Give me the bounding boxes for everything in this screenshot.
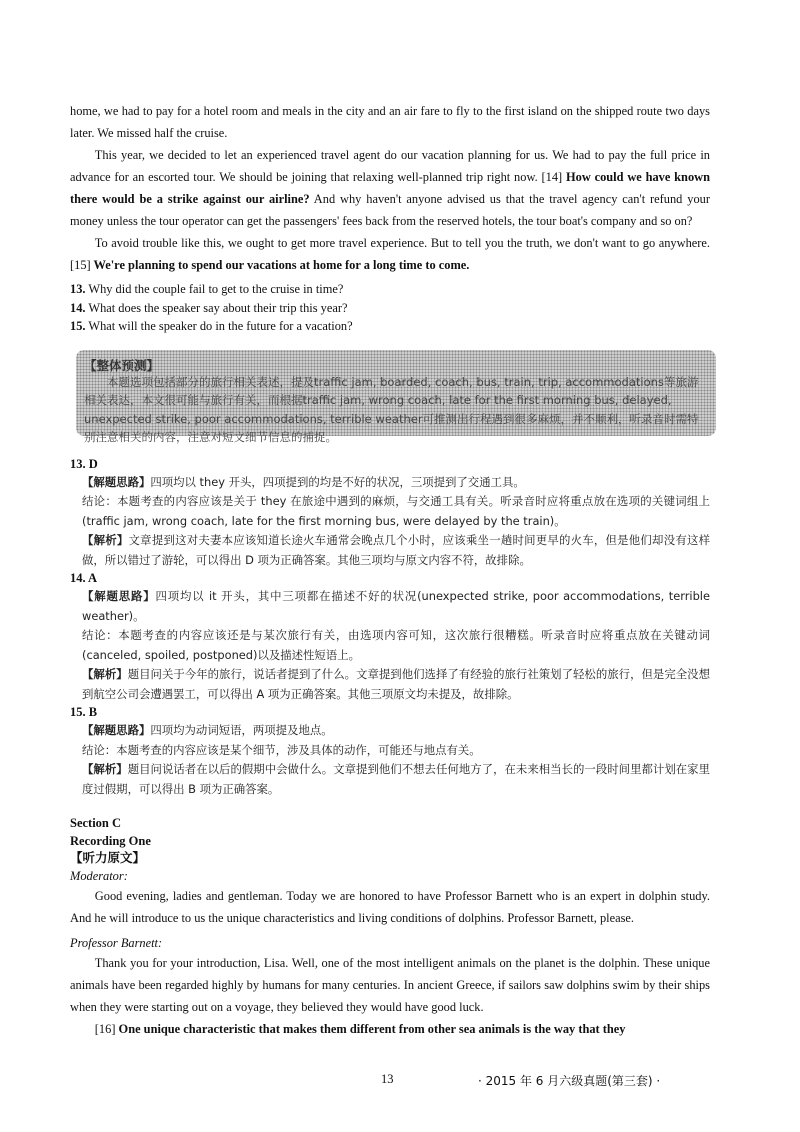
answer-explanation-14 xyxy=(82,587,710,704)
idea-text: 四项均以 they 开头，四项提到的均是不好的状况，三项提到了交通工具。 xyxy=(150,474,525,489)
page-number: 13 xyxy=(381,1072,394,1086)
speaker-professor: Professor Barnett: xyxy=(70,935,163,950)
overall-preview-box xyxy=(76,350,716,445)
question-marker-15: [15] xyxy=(70,258,91,272)
conclusion: 结论：本题考查的内容应该是某个细节，涉及具体的动作，可能还与地点有关。 xyxy=(82,742,481,757)
paragraph-text: And why haven't anyone advised us that the travel agency can't refund your money unless the tour operator can get the passengers' fees back from the reserved hotels, the tour boat's company and so on? xyxy=(70,192,710,228)
solving-idea xyxy=(82,721,710,741)
idea-text: 四项均以 it 开头，其中三项都在描述不好的状况(unexpected strike, poor accommodations, terrible weather)。 xyxy=(82,589,710,623)
question-number: 14. xyxy=(70,300,86,315)
question-marker-16: [16] xyxy=(94,1021,116,1036)
conclusion: 结论：本题考查的内容应该是关于 they 在旅途中遇到的麻烦，与交通工具有关。听录音时应将重点放在选项的关键词组上(traffic jam, wrong coach, late for the first morning bus, were delayed by the train)。 xyxy=(82,494,710,528)
conclusion: 结论：本题考查的内容应该还是与某次旅行有关，由选项内容可知，这次旅行很糟糕。听录音时应将重点放在关键动词(canceled, spoiled, postponed)以及描述性短语上。 xyxy=(82,628,710,662)
moderator-speech: Good evening, ladies and gentleman. Today we are honored to have Professor Barnett who is an expert in dolphin study. And he will introduce to us the unique characteristics and living conditions of dolphins. Professor Barnett, please. xyxy=(70,888,710,925)
recording-heading: Recording One xyxy=(70,833,151,848)
key-sentence-15: We're planning to spend our vacations at home for a long time to come. xyxy=(90,258,470,272)
answer-number-15: 15. B xyxy=(70,705,98,720)
preview-title: 【整体预测】 xyxy=(84,357,160,373)
question-item xyxy=(70,280,710,299)
idea-label: 【解题思路】 xyxy=(82,723,151,738)
professor-speech: Thank you for your introduction, Lisa. Well, one of the most intelligent animals on the planet is the dolphin. These unique animals have been regarded highly by humans for many centuries. In ancient Greece, if sailors saw dolphins swim by their ships when they were starting out on a voyage, they believed they would have good luck. xyxy=(70,955,710,1014)
solving-idea xyxy=(82,473,710,493)
question-text: What will the speaker do in the future for a vacation? xyxy=(88,319,353,334)
question-item xyxy=(70,299,710,318)
answer-explanation-13 xyxy=(82,473,710,571)
speaker-moderator: Moderator: xyxy=(70,868,128,883)
question-text: Why did the couple fail to get to the cruise in time? xyxy=(88,282,344,296)
analysis-text: 文章提到这对夫妻本应该知道长途火车通常会晚点几个小时，应该乘坐一趟时间更早的火车，但是他们却没有这样做，所以错过了游轮，可以得出 D 项为正确答案。其他三项均与原文内容不符，故排除。 xyxy=(82,533,710,567)
question-list xyxy=(70,280,710,336)
professor-speech-16 xyxy=(70,1018,710,1040)
idea-text: 四项均为动词短语，两项提及地点。 xyxy=(150,723,333,738)
paragraph-text: To avoid trouble like this, we ought to get more travel experience. But to tell you the truth, we don't want to go anywhere. xyxy=(94,236,710,250)
analysis-label: 【解析】 xyxy=(82,667,128,682)
key-sentence-14: How could we have known there would be a strike against our airline? xyxy=(70,170,710,206)
passage-paragraph-2 xyxy=(70,144,710,232)
question-number: 13. xyxy=(70,282,86,296)
idea-label: 【解题思路】 xyxy=(82,589,156,604)
preview-text: 本题选项包括部分的旅行相关表述，提及traffic jam, boarded, coach, bus, train, trip, accommodations等旅游相关表达，本文很可能与旅行有关，而根据traffic jam, wrong coach, late for the first morning bus, delayed, unexpected strike, poor accommodations, terrible weather可推测出行程遇到很多麻烦，并不顺利，听录音时需特别注意相关的内容，注意对短文细节信息的捕捉。 xyxy=(84,374,699,445)
question-marker-14: [14] xyxy=(541,170,563,184)
paragraph-text: This year, we decided to let an experienced travel agent do our vacation planning for us. We had to pay the full price in advance for an escorted tour. We should be joining that relaxing well-planned trip right now. xyxy=(70,148,710,184)
answer-number-14: 14. A xyxy=(70,571,98,586)
passage-paragraph-1: home, we had to pay for a hotel room and meals in the city and an air fare to fly to the first island on the shipped route two days later. We missed half the cruise. xyxy=(70,104,710,140)
footer-title: · 2015 年 6 月六级真题(第三套) · xyxy=(478,1074,661,1088)
section-heading: Section C xyxy=(70,816,122,831)
question-number: 15. xyxy=(70,319,86,334)
idea-label: 【解题思路】 xyxy=(82,474,151,489)
passage-paragraph-3 xyxy=(70,232,710,276)
document-page xyxy=(70,100,710,1040)
analysis xyxy=(82,665,710,704)
answer-explanation-15 xyxy=(82,721,710,799)
question-text: What does the speaker say about their trip this year? xyxy=(88,300,348,315)
original-text-label: 【听力原文】 xyxy=(70,851,146,866)
analysis-text: 题目问说话者在以后的假期中会做什么。文章提到他们不想去任何地方了，在未来相当长的一段时间里都计划在家里度过假期，可以得出 B 项为正确答案。 xyxy=(82,762,710,796)
analysis xyxy=(82,531,710,570)
solving-idea xyxy=(82,587,710,626)
key-sentence-16: One unique characteristic that makes them different from other sea animals is the way that they xyxy=(115,1021,626,1036)
question-item xyxy=(70,317,710,336)
answer-number-13: 13. D xyxy=(70,456,98,471)
analysis-label: 【解析】 xyxy=(82,533,129,548)
analysis-text: 题目问关于今年的旅行，说话者提到了什么。文章提到他们选择了有经验的旅行社策划了轻松的旅行，但是完全没想到航空公司会遭遇罢工，可以得出 A 项为正确答案。其他三项原文均未提及，故排除。 xyxy=(82,667,710,701)
analysis xyxy=(82,760,710,799)
analysis-label: 【解析】 xyxy=(82,762,128,777)
